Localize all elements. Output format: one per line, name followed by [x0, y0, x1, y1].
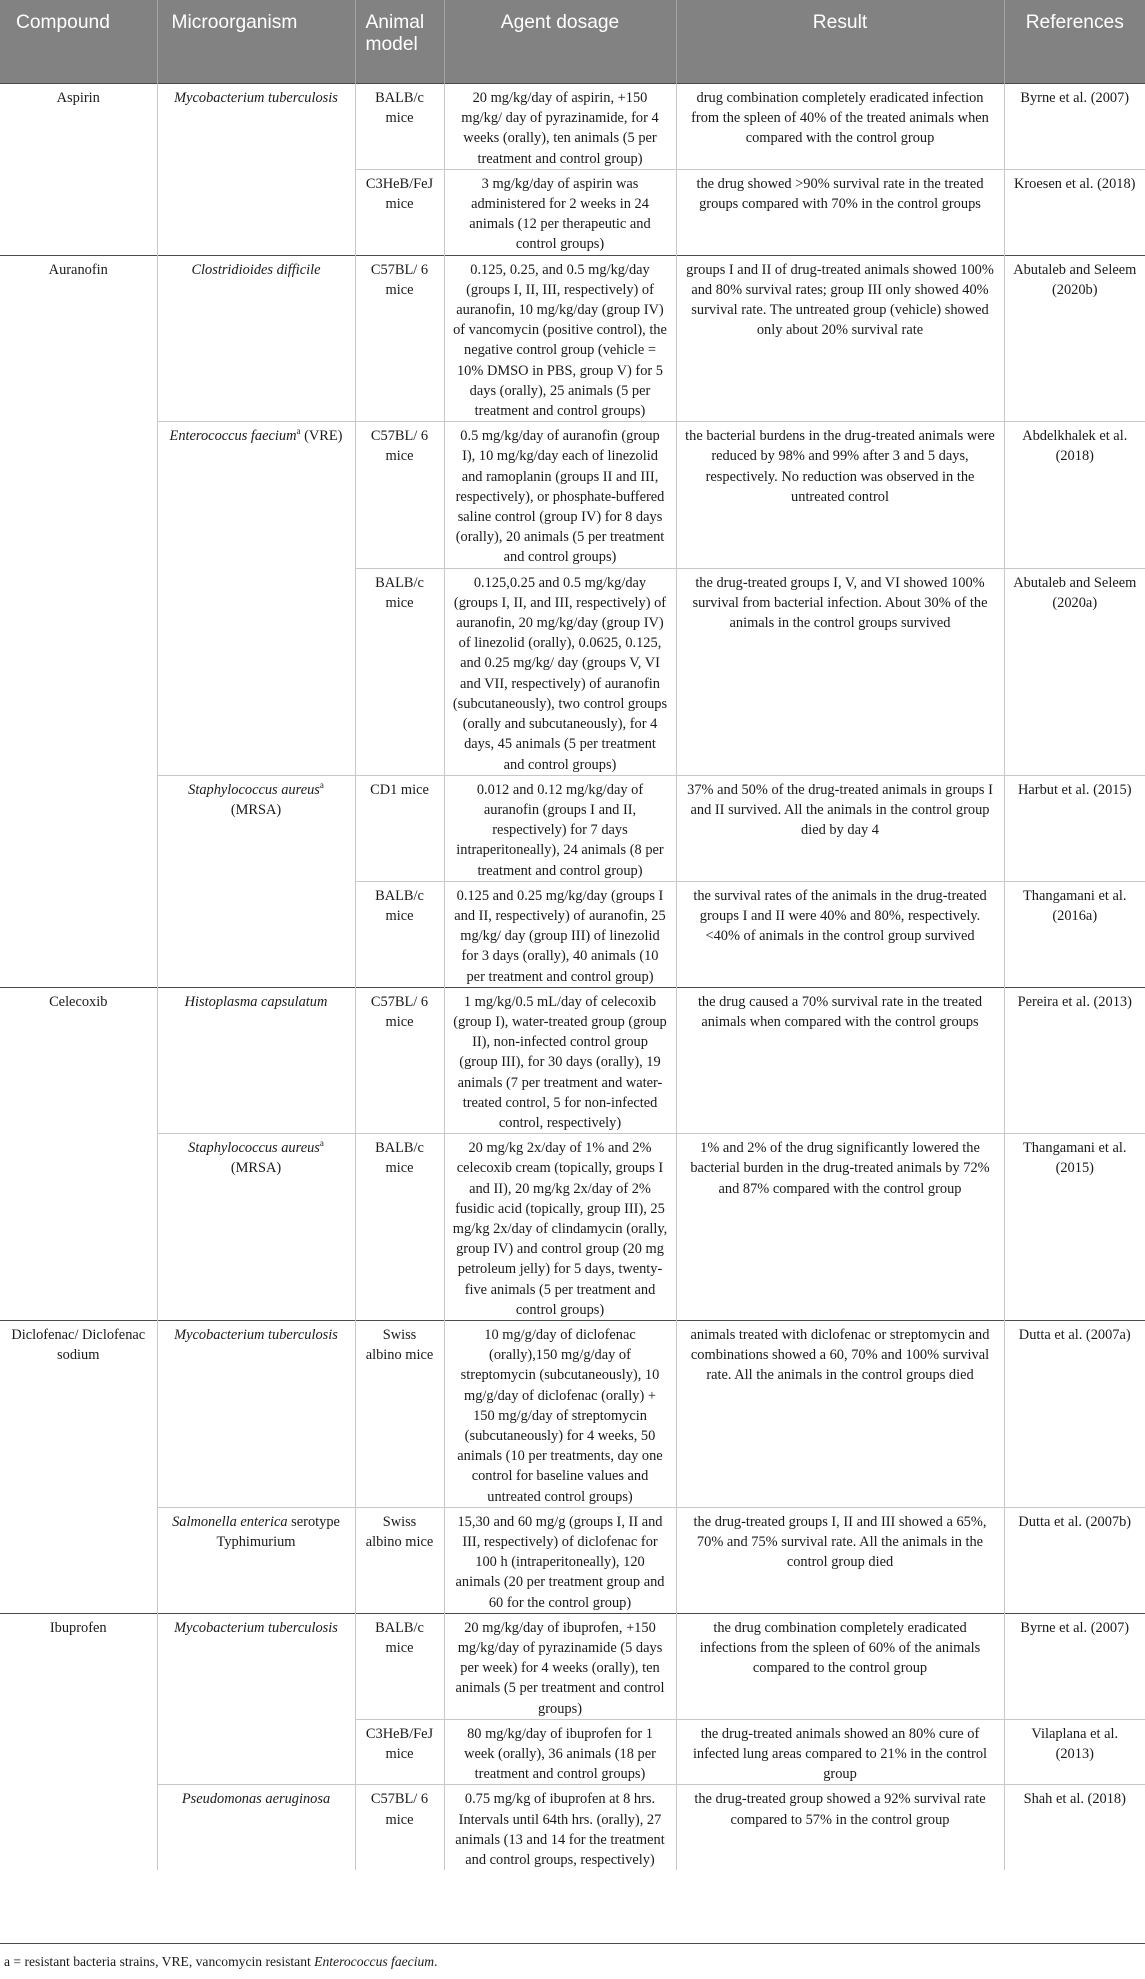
header-animal-model: Animal model: [355, 0, 444, 84]
table-row: [0, 987, 1145, 1133]
cell-animal-model: Swiss albino mice: [355, 1320, 444, 1507]
cell-agent-dosage: 0.75 mg/kg of ibuprofen at 8 hrs. Intervals until 64th hrs. (orally), 27 animals (13 and 14 for the treatment and control groups, respectively): [444, 1785, 676, 1870]
cell-agent-dosage: 10 mg/g/day of diclofenac (orally),150 mg/g/day of streptomycin (subcutaneously), 10 mg/g/day of diclofenac (orally) + 150 mg/g/day of streptomycin (subcutaneously) for 4 weeks, 50 animals (10 per treatments, day one control for baseline values and untreated control groups): [444, 1320, 676, 1507]
organism-name: Salmonella enterica: [172, 1513, 288, 1530]
cell-result: the drug caused a 70% survival rate in the treated animals when compared with the control groups: [676, 987, 1004, 1133]
cell-agent-dosage: 20 mg/kg/day of ibuprofen, +150 mg/kg/day of pyrazinamide (5 days per week) for 4 weeks (orally), ten animals (5 per treatment and control groups): [444, 1613, 676, 1719]
cell-result: 37% and 50% of the drug-treated animals in groups I and II survived. All the animals in the control group died by day 4: [676, 775, 1004, 881]
cell-microorganism: [157, 1507, 355, 1613]
cell-reference: Thangamani et al. (2015): [1004, 1134, 1145, 1321]
cell-microorganism: [157, 1785, 355, 1870]
cell-reference: Pereira et al. (2013): [1004, 987, 1145, 1133]
cell-reference: Abdelkhalek et al. (2018): [1004, 422, 1145, 568]
cell-result: the drug-treated groups I, II and III showed a 65%, 70% and 75% survival rate. All the animals in the control group died: [676, 1507, 1004, 1613]
cell-compound: [0, 1719, 157, 1785]
cell-compound: [0, 1507, 157, 1613]
cell-compound: [0, 881, 157, 987]
table-body: [0, 84, 1145, 1871]
cell-animal-model: C57BL/ 6 mice: [355, 255, 444, 422]
organism-footnote-mark: a: [319, 779, 324, 790]
cell-reference: Kroesen et al. (2018): [1004, 169, 1145, 255]
cell-microorganism: [157, 169, 355, 255]
header-row: [0, 0, 1145, 84]
cell-reference: Dutta et al. (2007a): [1004, 1320, 1145, 1507]
cell-compound: Celecoxib: [0, 987, 157, 1133]
cell-reference: Vilaplana et al. (2013): [1004, 1719, 1145, 1785]
table-row: [0, 1613, 1145, 1719]
organism-name: Histoplasma capsulatum: [184, 993, 328, 1010]
cell-agent-dosage: 80 mg/kg/day of ibuprofen for 1 week (orally), 36 animals (18 per treatment and control groups): [444, 1719, 676, 1785]
table-row: [0, 1719, 1145, 1785]
cell-agent-dosage: 0.012 and 0.12 mg/kg/day of auranofin (groups I and II, respectively) for 7 days intraperitoneally), 24 animals (8 per treatment and control group): [444, 775, 676, 881]
table-row: [0, 775, 1145, 881]
cell-agent-dosage: 3 mg/kg/day of aspirin was administered for 2 weeks in 24 animals (12 per therapeutic and control groups): [444, 169, 676, 255]
cell-compound: [0, 1785, 157, 1870]
cell-agent-dosage: 0.125 and 0.25 mg/kg/day (groups I and II, respectively) of auranofin, 25 mg/kg/ day (group III) of linezolid for 3 days (orally), 40 animals (10 per treatment and control group): [444, 881, 676, 987]
table-bottom-rule: [0, 1943, 1145, 1944]
cell-reference: Harbut et al. (2015): [1004, 775, 1145, 881]
header-agent-dosage: Agent dosage: [444, 0, 676, 84]
cell-agent-dosage: 15,30 and 60 mg/g (groups I, II and III, respectively) of diclofenac for 100 h (intraperitoneally), 120 animals (20 per treatment group and 60 for the control group): [444, 1507, 676, 1613]
cell-animal-model: Swiss albino mice: [355, 1507, 444, 1613]
cell-result: the drug-treated animals showed an 80% cure of infected lung areas compared to 21% in the control group: [676, 1719, 1004, 1785]
cell-animal-model: C57BL/ 6 mice: [355, 422, 444, 568]
cell-result: the drug-treated groups I, V, and VI showed 100% survival from bacterial infection. About 30% of the animals in the control groups survived: [676, 568, 1004, 775]
cell-microorganism: [157, 1320, 355, 1507]
cell-compound: Diclofenac/ Diclofenac sodium: [0, 1320, 157, 1507]
footnote: [4, 1954, 438, 1970]
table-row: [0, 255, 1145, 422]
organism-footnote-mark: a: [319, 1138, 324, 1149]
organism-suffix: (MRSA): [230, 1160, 282, 1177]
cell-animal-model: C57BL/ 6 mice: [355, 987, 444, 1133]
cell-agent-dosage: 20 mg/kg/day of aspirin, +150 mg/kg/ day of pyrazinamide, for 4 weeks (orally), ten animals (5 per treatment and control group): [444, 84, 676, 170]
cell-animal-model: BALB/c mice: [355, 1134, 444, 1321]
organism-name: Mycobacterium tuberculosis: [174, 1326, 338, 1343]
header-references: References: [1004, 0, 1145, 84]
cell-microorganism: [157, 255, 355, 422]
organism-suffix: (VRE): [300, 428, 343, 445]
cell-microorganism: [157, 881, 355, 987]
cell-animal-model: BALB/c mice: [355, 881, 444, 987]
cell-agent-dosage: 0.125,0.25 and 0.5 mg/kg/day (groups I, II, and III, respectively) of auranofin, 20 mg/kg/day (group IV) of linezolid (orally), 0.0625, 0.125, and 0.25 mg/kg/ day (groups V, VI and VII, respectively) of auranofin (subcutaneously), two control groups (orally and subcutaneously), for 4 days, 45 animals (5 per treatment and control groups): [444, 568, 676, 775]
cell-animal-model: BALB/c mice: [355, 568, 444, 775]
footnote-italic: Enterococcus faecium: [314, 1954, 435, 1969]
organism-name: Staphylococcus aureus: [188, 781, 320, 798]
cell-result: the drug-treated group showed a 92% survival rate compared to 57% in the control group: [676, 1785, 1004, 1870]
cell-microorganism: [157, 84, 355, 170]
organism-name: Mycobacterium tuberculosis: [174, 1619, 338, 1636]
table-row: [0, 1507, 1145, 1613]
organism-name: Enterococcus faecium: [169, 428, 297, 445]
cell-compound: Ibuprofen: [0, 1613, 157, 1719]
cell-animal-model: CD1 mice: [355, 775, 444, 881]
cell-agent-dosage: 0.125, 0.25, and 0.5 mg/kg/day (groups I, II, III, respectively) of auranofin, 10 mg/kg/day (group IV) of vancomycin (positive control), the negative control group (vehicle = 10% DMSO in PBS, group V) for 5 days (orally), 25 animals (5 per treatment and control groups): [444, 255, 676, 422]
cell-animal-model: C3HeB/FeJ mice: [355, 1719, 444, 1785]
cell-animal-model: C57BL/ 6 mice: [355, 1785, 444, 1870]
table-row: [0, 422, 1145, 568]
cell-compound: [0, 775, 157, 881]
cell-microorganism: [157, 775, 355, 881]
cell-reference: Byrne et al. (2007): [1004, 84, 1145, 170]
cell-result: groups I and II of drug-treated animals showed 100% and 80% survival rates; group III only showed 40% survival rate. The untreated group (vehicle) showed only about 20% survival rate: [676, 255, 1004, 422]
cell-compound: Auranofin: [0, 255, 157, 422]
header-compound: Compound: [0, 0, 157, 84]
cell-animal-model: BALB/c mice: [355, 84, 444, 170]
cell-reference: Shah et al. (2018): [1004, 1785, 1145, 1870]
table-row: [0, 568, 1145, 775]
organism-name: Mycobacterium tuberculosis: [174, 90, 338, 106]
organism-name: Pseudomonas aeruginosa: [181, 1791, 331, 1808]
cell-animal-model: BALB/c mice: [355, 1613, 444, 1719]
organism-suffix: (MRSA): [230, 801, 282, 818]
table-row: [0, 84, 1145, 170]
table-row: [0, 881, 1145, 987]
table-row: [0, 1320, 1145, 1507]
cell-compound: Aspirin: [0, 84, 157, 170]
cell-result: drug combination completely eradicated infection from the spleen of 40% of the treated animals when compared with the control group: [676, 84, 1004, 170]
cell-agent-dosage: 0.5 mg/kg/day of auranofin (group I), 10 mg/kg/day each of linezolid and ramoplanin (groups II and III, respectively), or phosphate-buffered saline control (group IV) for 8 days (orally), 20 animals (5 per treatment and control groups): [444, 422, 676, 568]
cell-microorganism: [157, 568, 355, 775]
cell-microorganism: [157, 1613, 355, 1719]
cell-compound: [0, 568, 157, 775]
organism-footnote-mark: a: [296, 426, 301, 437]
cell-microorganism: [157, 987, 355, 1133]
table-row: [0, 1134, 1145, 1321]
cell-compound: [0, 169, 157, 255]
cell-result: animals treated with diclofenac or streptomycin and combinations showed a 60, 70% and 100% survival rate. All the animals in the control groups died: [676, 1320, 1004, 1507]
table-row: [0, 169, 1145, 255]
cell-microorganism: [157, 422, 355, 568]
cell-result: the drug showed >90% survival rate in the treated groups compared with 70% in the control groups: [676, 169, 1004, 255]
table-row: [0, 1785, 1145, 1870]
cell-compound: [0, 1134, 157, 1321]
footnote-suffix: .: [434, 1954, 438, 1969]
cell-result: the drug combination completely eradicated infections from the spleen of 60% of the animals compared to the control group: [676, 1613, 1004, 1719]
cell-agent-dosage: 20 mg/kg 2x/day of 1% and 2% celecoxib cream (topically, groups I and II), 20 mg/kg 2x/day of 2% fusidic acid (topically, group III), 25 mg/kg 2x/day of clindamycin (orally, group IV) and control group (20 mg petroleum jelly) for 5 days, twenty-five animals (5 per treatment and control groups): [444, 1134, 676, 1321]
cell-result: the survival rates of the animals in the drug-treated groups I and II were 40% and 80%, respectively. <40% of animals in the control group survived: [676, 881, 1004, 987]
cell-result: 1% and 2% of the drug significantly lowered the bacterial burden in the drug-treated animals by 72% and 87% compared with the control group: [676, 1134, 1004, 1321]
cell-reference: Thangamani et al. (2016a): [1004, 881, 1145, 987]
cell-agent-dosage: 1 mg/kg/0.5 mL/day of celecoxib (group I), water-treated group (group II), non-infected control group (group III), for 30 days (orally), 19 animals (7 per treatment and water-treated control, 5 for non-infected control, respectively): [444, 987, 676, 1133]
cell-reference: Abutaleb and Seleem (2020a): [1004, 568, 1145, 775]
cell-compound: [0, 422, 157, 568]
cell-microorganism: [157, 1134, 355, 1321]
cell-reference: Abutaleb and Seleem (2020b): [1004, 255, 1145, 422]
cell-microorganism: [157, 1719, 355, 1785]
organism-suffix: serotype Typhimurium: [216, 1513, 340, 1551]
header-microorganism: Microorganism: [157, 0, 355, 84]
cell-result: the bacterial burdens in the drug-treated animals were reduced by 98% and 99% after 3 and 5 days, respectively. No reduction was observed in the untreated control: [676, 422, 1004, 568]
cell-reference: Byrne et al. (2007): [1004, 1613, 1145, 1719]
header-result: Result: [676, 0, 1004, 84]
organism-name: Staphylococcus aureus: [188, 1140, 320, 1157]
cell-reference: Dutta et al. (2007b): [1004, 1507, 1145, 1613]
cell-animal-model: C3HeB/FeJ mice: [355, 169, 444, 255]
organism-name: Clostridioides difficile: [191, 261, 321, 278]
footnote-text: a = resistant bacteria strains, VRE, vancomycin resistant: [4, 1954, 315, 1969]
